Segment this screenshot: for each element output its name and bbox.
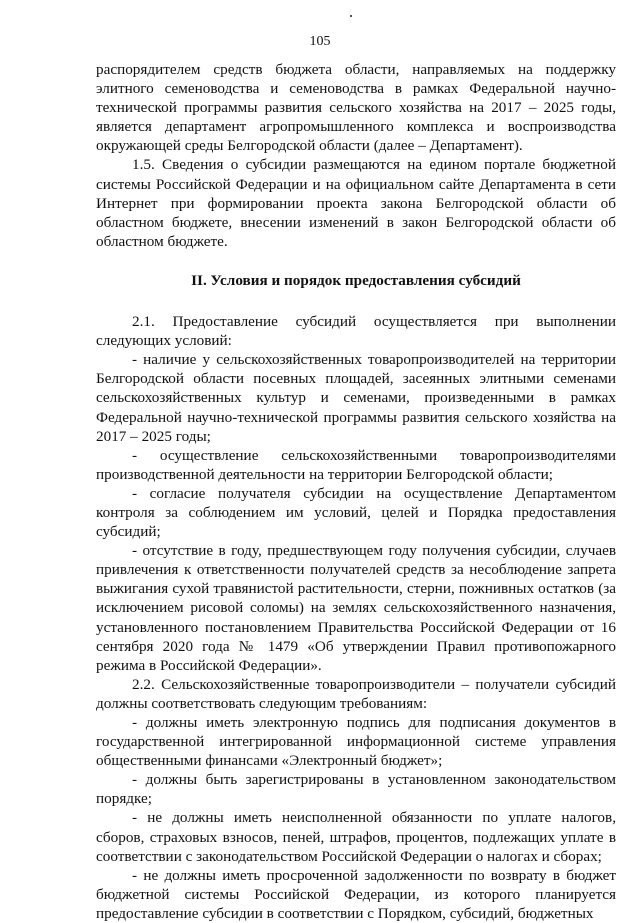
scan-speck xyxy=(350,15,352,17)
requirement-item: - должны иметь электронную подпись для подписания документов в государственной интегрированной информационной системе управления общественными финансами «Электронный бюджет»; xyxy=(96,714,616,770)
paragraph-2-1: 2.1. Предоставление субсидий осуществляется при выполнении следующих условий: xyxy=(96,313,616,350)
requirement-item: - не должны иметь неисполненной обязанности по уплате налогов, сборов, страховых взносов, пеней, штрафов, процентов, подлежащих уплате в соответствии с законодательством Российской Федерации о налогах и сборах; xyxy=(96,809,616,865)
requirement-item: - не должны иметь просроченной задолженности по возврату в бюджет бюджетной системы Российской Федерации, из которого планируется предоставление субсидии в соответствии с Порядком, субсидий, бюджетных xyxy=(96,866,616,922)
condition-item: - согласие получателя субсидии на осуществление Департаментом контроля за соблюдением им условий, целей и Порядка предоставления субсидий; xyxy=(96,484,616,541)
condition-item: - осуществление сельскохозяйственными товаропроизводителями производственной деятельности на территории Белгородской области; xyxy=(96,446,616,483)
section-heading: II. Условия и порядок предоставления субсидий xyxy=(191,271,521,289)
paragraph-1-5: 1.5. Сведения о субсидии размещаются на едином портале бюджетной системы Российской Федерации и на официальном сайте Департамента в сети Интернет при формировании проекта закона Белгородской области об областном бюджете, внесении изменений в закон Белгородской области об областном бюджете. xyxy=(96,156,616,250)
paragraph-continuation: распорядителем средств бюджета области, направляемых на поддержку элитного семеноводства и семеноводства в рамках Федеральной научно-технической программы развития сельского хозяйства на 2017 – 2025 годы, является департамент агропромышленного комплекса и воспроизводства окружающей среды Белгородской области (далее – Департамент). xyxy=(96,61,616,155)
requirement-item: - должны быть зарегистрированы в установленном законодательством порядке; xyxy=(96,771,616,808)
document-body xyxy=(96,60,616,923)
paragraph-2-2: 2.2. Сельскохозяйственные товаропроизводители – получатели субсидий должны соответствовать следующим требованиям: xyxy=(96,675,616,712)
condition-item: - наличие у сельскохозяйственных товаропроизводителей на территории Белгородской области посевных площадей, засеянных элитными семенами сельскохозяйственных культур и семенами, произведенными в рамках Федеральной научно-технической программы развития сельского хозяйства на 2017 – 2025 годы; xyxy=(96,351,616,445)
page-number: 105 xyxy=(309,34,331,49)
condition-item: - отсутствие в году, предшествующем году получения субсидии, случаев привлечения к ответственности получателей средств за несоблюдение запрета выжигания сухой травянистой растительности, стерни, пожнивных остатков (за исключением рисовой соломы) на землях сельскохозяйственного назначения, установленного постановлением Правительства Российской Федерации от 16 сентября 2020 года № 1479 «Об утверждении Правил противопожарного режима в Российской Федерации». xyxy=(96,542,616,674)
